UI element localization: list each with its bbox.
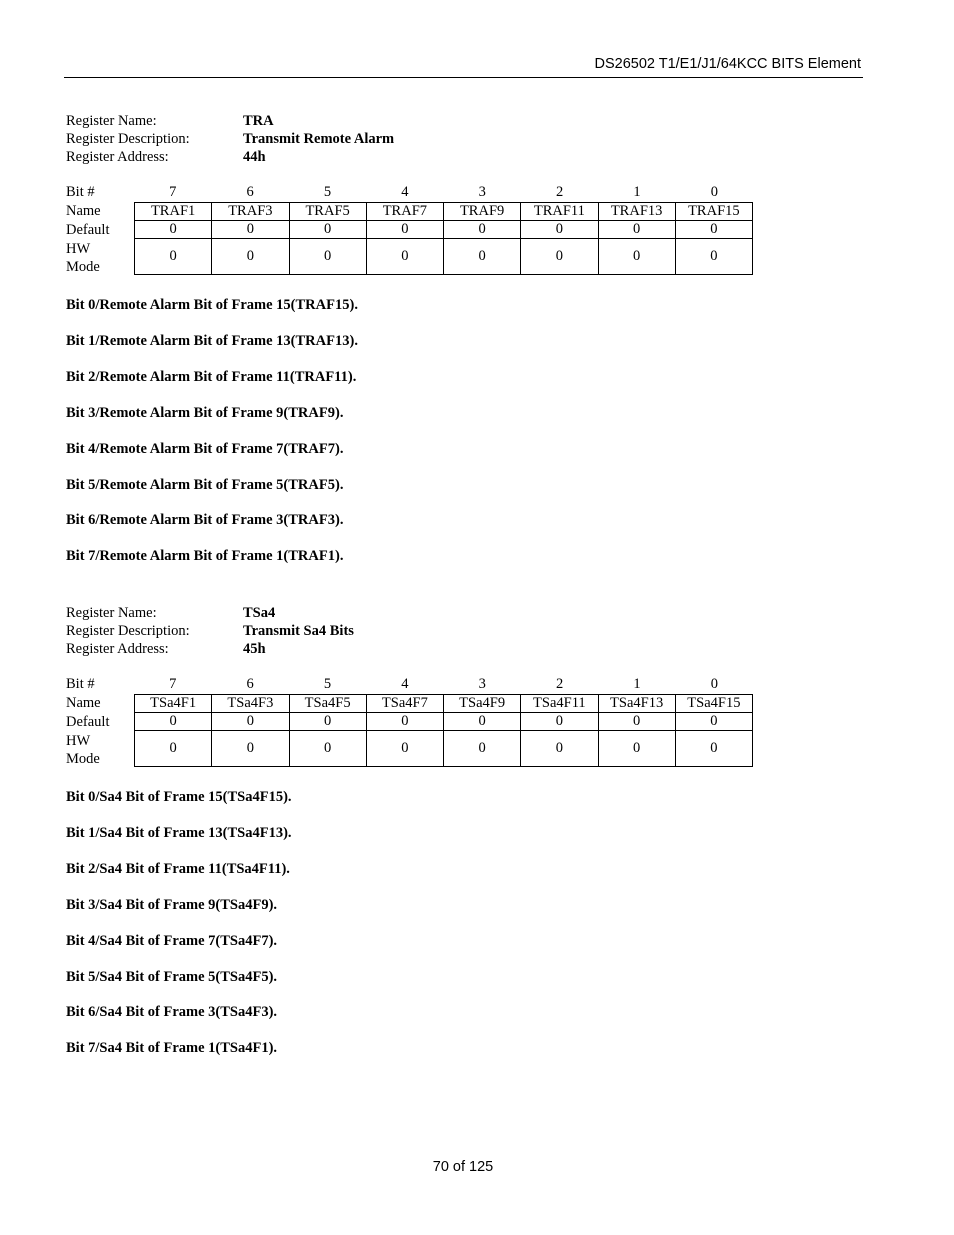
bit-name-cell: TSa4F15 bbox=[675, 695, 752, 713]
name-row-label: Name bbox=[66, 203, 101, 219]
bit-num-label: Bit # bbox=[66, 184, 95, 200]
default-value-cell: 0 bbox=[444, 713, 521, 731]
bit-description: Bit 5/Sa4 Bit of Frame 5(TSa4F5). bbox=[66, 968, 278, 985]
default-value-cell: 0 bbox=[212, 713, 289, 731]
register-name-label: Register Name: bbox=[66, 605, 157, 621]
register-description-value: Transmit Sa4 Bits bbox=[243, 623, 354, 639]
default-value-row bbox=[135, 221, 753, 239]
bit-name-cell: TSa4F13 bbox=[598, 695, 675, 713]
bit-number-header bbox=[134, 675, 752, 693]
bit-number: 4 bbox=[401, 184, 409, 200]
bit-description: Bit 6/Sa4 Bit of Frame 3(TSa4F3). bbox=[66, 1004, 278, 1021]
name-row-label: Name bbox=[66, 695, 101, 711]
bit-number: 3 bbox=[478, 676, 486, 692]
hw-mode-cell: 0 bbox=[444, 731, 521, 767]
default-value-cell: 0 bbox=[521, 221, 598, 239]
bit-name-cell: TRAF15 bbox=[675, 203, 752, 221]
default-value-cell: 0 bbox=[366, 713, 443, 731]
hw-mode-cell: 0 bbox=[598, 239, 675, 275]
bit-number: 4 bbox=[401, 676, 409, 692]
bit-name-cell: TSa4F5 bbox=[289, 695, 366, 713]
bit-description: Bit 6/Remote Alarm Bit of Frame 3(TRAF3). bbox=[66, 512, 344, 529]
register-description-label: Register Description: bbox=[66, 623, 190, 639]
bit-name-cell: TRAF11 bbox=[521, 203, 598, 221]
bit-description: Bit 3/Remote Alarm Bit of Frame 9(TRAF9). bbox=[66, 404, 344, 421]
default-value-cell: 0 bbox=[598, 221, 675, 239]
document-title: DS26502 T1/E1/J1/64KCC BITS Element bbox=[594, 56, 861, 72]
register-description-value: Transmit Remote Alarm bbox=[243, 131, 395, 147]
bit-description: Bit 4/Sa4 Bit of Frame 7(TSa4F7). bbox=[66, 932, 278, 949]
register-address-label: Register Address: bbox=[66, 149, 169, 165]
default-value-cell: 0 bbox=[675, 221, 752, 239]
bit-name-row bbox=[135, 203, 753, 221]
hw-mode-cell: 0 bbox=[598, 731, 675, 767]
bit-number-header bbox=[134, 183, 752, 201]
bit-number: 2 bbox=[555, 184, 564, 200]
bit-description: Bit 0/Remote Alarm Bit of Frame 15(TRAF15). bbox=[66, 297, 358, 313]
bit-name-cell: TRAF1 bbox=[135, 203, 212, 221]
bit-num-label: Bit # bbox=[66, 676, 95, 692]
bit-number: 1 bbox=[633, 676, 641, 692]
bit-description: Bit 2/Remote Alarm Bit of Frame 11(TRAF11). bbox=[66, 368, 357, 385]
bit-name-cell: TSa4F3 bbox=[212, 695, 289, 713]
bit-name-cell: TRAF7 bbox=[366, 203, 443, 221]
bit-name-cell: TRAF9 bbox=[444, 203, 521, 221]
bit-number: 1 bbox=[633, 184, 641, 200]
bit-number: 5 bbox=[323, 184, 332, 200]
register-name-label: Register Name: bbox=[66, 113, 157, 129]
default-value-cell: 0 bbox=[135, 221, 212, 239]
page-header bbox=[64, 55, 863, 78]
mode-row-label: Mode bbox=[66, 259, 100, 275]
hw-mode-cell: 0 bbox=[212, 731, 289, 767]
register-name-value: TRA bbox=[243, 113, 274, 129]
hw-mode-cell: 0 bbox=[366, 731, 443, 767]
bit-description: Bit 5/Remote Alarm Bit of Frame 5(TRAF5). bbox=[66, 476, 344, 493]
hw-mode-cell: 0 bbox=[366, 239, 443, 275]
bit-description: Bit 4/Remote Alarm Bit of Frame 7(TRAF7). bbox=[66, 440, 344, 457]
hw-mode-cell: 0 bbox=[444, 239, 521, 275]
bit-name-cell: TSa4F1 bbox=[135, 695, 212, 713]
bit-number: 6 bbox=[246, 184, 254, 200]
bit-name-row bbox=[135, 695, 753, 713]
bit-description: Bit 0/Sa4 Bit of Frame 15(TSa4F15). bbox=[66, 789, 292, 805]
bit-number: 6 bbox=[246, 676, 254, 692]
bit-number: 0 bbox=[710, 676, 718, 692]
default-value-cell: 0 bbox=[675, 713, 752, 731]
bit-description: Bit 2/Sa4 Bit of Frame 11(TSa4F11). bbox=[66, 860, 290, 877]
hw-row-label: HW bbox=[66, 241, 91, 257]
default-row-label: Default bbox=[66, 222, 110, 238]
register-info-tsa4 bbox=[66, 604, 666, 658]
bit-description: Bit 3/Sa4 Bit of Frame 9(TSa4F9). bbox=[66, 896, 278, 913]
bit-field-table bbox=[134, 694, 753, 767]
hw-mode-cell: 0 bbox=[675, 239, 752, 275]
hw-mode-cell: 0 bbox=[135, 731, 212, 767]
hw-mode-cell: 0 bbox=[289, 731, 366, 767]
hw-mode-cell: 0 bbox=[135, 239, 212, 275]
bit-name-cell: TRAF5 bbox=[289, 203, 366, 221]
bit-name-cell: TRAF3 bbox=[212, 203, 289, 221]
bit-description: Bit 1/Sa4 Bit of Frame 13(TSa4F13). bbox=[66, 824, 292, 841]
hw-mode-cell: 0 bbox=[521, 731, 598, 767]
hw-mode-row bbox=[135, 731, 753, 767]
bit-description: Bit 7/Remote Alarm Bit of Frame 1(TRAF1). bbox=[66, 548, 344, 565]
bit-name-cell: TSa4F11 bbox=[521, 695, 598, 713]
bit-number: 0 bbox=[710, 184, 718, 200]
bit-description: Bit 7/Sa4 Bit of Frame 1(TSa4F1). bbox=[66, 1040, 278, 1057]
bit-number: 7 bbox=[169, 184, 177, 200]
hw-mode-row bbox=[135, 239, 753, 275]
bit-number: 3 bbox=[478, 184, 486, 200]
hw-mode-cell: 0 bbox=[521, 239, 598, 275]
default-value-cell: 0 bbox=[444, 221, 521, 239]
default-value-cell: 0 bbox=[289, 221, 366, 239]
default-value-cell: 0 bbox=[212, 221, 289, 239]
register-address-label: Register Address: bbox=[66, 641, 169, 657]
default-value-cell: 0 bbox=[135, 713, 212, 731]
page-number: 70 of 125 bbox=[432, 1159, 494, 1175]
hw-mode-cell: 0 bbox=[675, 731, 752, 767]
default-value-cell: 0 bbox=[598, 713, 675, 731]
register-info-tra bbox=[66, 112, 666, 166]
hw-row-label: HW bbox=[66, 733, 91, 749]
bit-field-table bbox=[134, 202, 753, 275]
default-value-cell: 0 bbox=[366, 221, 443, 239]
hw-mode-cell: 0 bbox=[289, 239, 366, 275]
bit-number: 2 bbox=[555, 676, 564, 692]
default-value-cell: 0 bbox=[521, 713, 598, 731]
register-description-label: Register Description: bbox=[66, 131, 190, 147]
register-address-value: 44h bbox=[243, 149, 266, 165]
default-value-row bbox=[135, 713, 753, 731]
default-value-cell: 0 bbox=[289, 713, 366, 731]
hw-mode-cell: 0 bbox=[212, 239, 289, 275]
bit-name-cell: TRAF13 bbox=[598, 203, 675, 221]
bit-name-cell: TSa4F9 bbox=[444, 695, 521, 713]
register-address-value: 45h bbox=[243, 641, 266, 657]
bit-name-cell: TSa4F7 bbox=[366, 695, 443, 713]
bit-number: 7 bbox=[169, 676, 177, 692]
register-name-value: TSa4 bbox=[243, 605, 276, 621]
bit-description: Bit 1/Remote Alarm Bit of Frame 13(TRAF13). bbox=[66, 332, 358, 349]
bit-number: 5 bbox=[323, 676, 332, 692]
default-row-label: Default bbox=[66, 714, 110, 730]
mode-row-label: Mode bbox=[66, 751, 100, 767]
